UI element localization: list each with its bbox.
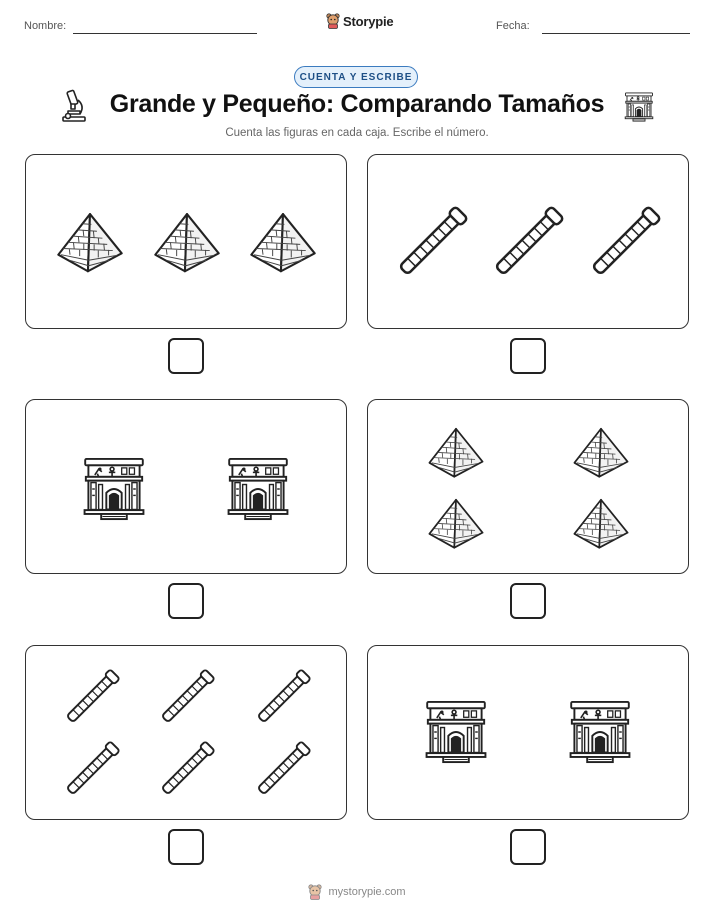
count-box-2 bbox=[367, 154, 689, 329]
brand-name: Storypie bbox=[343, 13, 394, 29]
pyramid-icon bbox=[152, 212, 222, 274]
count-box-6 bbox=[367, 645, 689, 820]
answer-box-5[interactable] bbox=[168, 829, 204, 865]
pyramid-icon bbox=[248, 212, 318, 274]
scroll-icon bbox=[396, 206, 468, 278]
scroll-icon bbox=[159, 669, 215, 725]
count-box-3 bbox=[25, 399, 347, 574]
instructions: Cuenta las figuras en cada caja. Escribe el número. bbox=[225, 127, 489, 139]
footer-url[interactable]: mystorypie.com bbox=[328, 886, 406, 898]
count-box-1 bbox=[25, 154, 347, 329]
scroll-icon bbox=[159, 741, 215, 797]
pyramid-icon bbox=[55, 212, 125, 274]
date-label: Fecha: bbox=[496, 20, 530, 32]
answer-box-4[interactable] bbox=[510, 583, 546, 619]
scroll-icon bbox=[64, 669, 120, 725]
name-label: Nombre: bbox=[24, 20, 67, 32]
pyramid-icon bbox=[426, 498, 486, 550]
scroll-icon bbox=[64, 741, 120, 797]
scroll-icon bbox=[255, 669, 311, 725]
scroll-icon bbox=[589, 206, 661, 278]
storypie-mascot-icon bbox=[308, 884, 322, 900]
page-title: Grande y Pequeño: Comparando Tamaños bbox=[109, 90, 605, 118]
pyramid-icon bbox=[426, 427, 486, 479]
activity-badge: CUENTA Y ESCRIBE bbox=[294, 66, 418, 88]
count-box-5 bbox=[25, 645, 347, 820]
temple-icon bbox=[82, 457, 146, 521]
storypie-mascot-icon bbox=[326, 13, 340, 29]
date-line[interactable] bbox=[542, 33, 690, 34]
temple-icon bbox=[568, 700, 632, 764]
count-box-4 bbox=[367, 399, 689, 574]
scroll-icon bbox=[255, 741, 311, 797]
footer bbox=[0, 884, 714, 900]
temple-icon bbox=[624, 92, 654, 122]
pyramid-icon bbox=[571, 427, 631, 479]
temple-icon bbox=[424, 700, 488, 764]
answer-box-3[interactable] bbox=[168, 583, 204, 619]
temple-icon bbox=[226, 457, 290, 521]
pyramid-icon bbox=[571, 498, 631, 550]
name-line[interactable] bbox=[73, 33, 257, 34]
scroll-icon bbox=[492, 206, 564, 278]
storypie-logo bbox=[326, 13, 393, 29]
answer-box-2[interactable] bbox=[510, 338, 546, 374]
answer-box-6[interactable] bbox=[510, 829, 546, 865]
answer-box-1[interactable] bbox=[168, 338, 204, 374]
